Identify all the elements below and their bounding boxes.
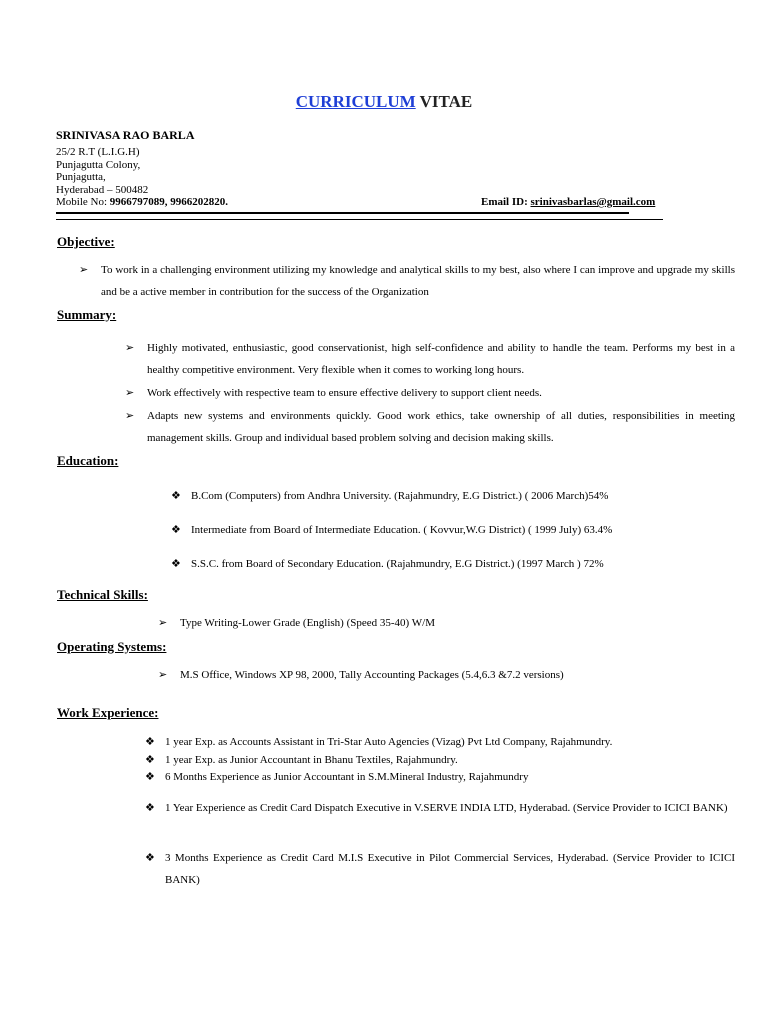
diamond-bullet-icon: ❖ bbox=[171, 558, 181, 570]
work-item bbox=[145, 751, 735, 769]
operating-system-text: M.S Office, Windows XP 98, 2000, Tally Accounting Packages (5.4,6.3 &7.2 versions) bbox=[180, 669, 564, 681]
arrow-bullet-icon: ➢ bbox=[125, 410, 135, 422]
email-line bbox=[481, 196, 655, 208]
operating-system-item bbox=[158, 664, 740, 686]
work-text: 6 Months Experience as Junior Accountant in S.M.Mineral Industry, Rajahmundry bbox=[165, 771, 529, 783]
education-item bbox=[171, 485, 751, 507]
summary-text: Work effectively with respective team to ensure effective delivery to support client needs. bbox=[147, 387, 542, 399]
work-experience-heading: Work Experience: bbox=[57, 705, 159, 720]
summary-text: Adapts new systems and environments quickly. Good work ethics, take ownership of all duties, responsibilities in meeting management skills. Group and individual based problem solving and decision making skills. bbox=[147, 410, 735, 444]
work-item bbox=[145, 847, 735, 891]
education-text: Intermediate from Board of Intermediate Education. ( Kovvur,W.G District) ( 1999 July) 63.4% bbox=[191, 524, 613, 536]
technical-skill-text: Type Writing-Lower Grade (English) (Speed 35-40) W/M bbox=[180, 617, 435, 629]
diamond-bullet-icon: ❖ bbox=[145, 771, 155, 783]
work-text: 1 year Exp. as Accounts Assistant in Tri-Star Auto Agencies (Vizag) Pvt Ltd Company, Rajahmundry. bbox=[165, 736, 613, 748]
title-curriculum: CURRICULUM bbox=[295, 92, 416, 111]
diamond-bullet-icon: ❖ bbox=[145, 754, 155, 766]
objective-text: To work in a challenging environment utilizing my knowledge and analytical skills to my best, also where I can improve and upgrade my skills and be a active member in contribution for the success of the Organization bbox=[101, 264, 735, 298]
education-item bbox=[171, 553, 751, 575]
diamond-bullet-icon: ❖ bbox=[145, 802, 155, 814]
email-value: srinivasbarlas@gmail.com bbox=[530, 196, 656, 208]
address-line: Hyderabad – 500482 bbox=[56, 183, 149, 196]
header-divider-thick bbox=[56, 212, 629, 214]
summary-item bbox=[125, 337, 735, 381]
work-item bbox=[145, 768, 735, 786]
title-vitae: VITAE bbox=[419, 92, 473, 111]
operating-systems-heading: Operating Systems: bbox=[57, 639, 167, 654]
work-text: 3 Months Experience as Credit Card M.I.S Executive in Pilot Commercial Services, Hyderabad. (Service Provider to ICICI BANK) bbox=[165, 852, 735, 886]
diamond-bullet-icon: ❖ bbox=[171, 524, 181, 536]
diamond-bullet-icon: ❖ bbox=[145, 852, 155, 864]
arrow-bullet-icon: ➢ bbox=[125, 342, 135, 354]
technical-skills-heading: Technical Skills: bbox=[57, 587, 148, 602]
address-line: Punjagutta, bbox=[56, 171, 106, 183]
mobile-label: Mobile No: bbox=[56, 196, 108, 208]
address-line: 25/2 R.T (L.I.G.H) bbox=[56, 146, 140, 158]
candidate-name: SRINIVASA RAO BARLA bbox=[56, 128, 195, 142]
arrow-bullet-icon: ➢ bbox=[158, 617, 168, 629]
arrow-bullet-icon: ➢ bbox=[79, 264, 89, 276]
summary-item bbox=[125, 405, 735, 449]
diamond-bullet-icon: ❖ bbox=[171, 490, 181, 502]
objective-heading: Objective: bbox=[57, 234, 115, 249]
summary-heading: Summary: bbox=[57, 307, 117, 322]
work-item bbox=[145, 797, 735, 819]
education-text: S.S.C. from Board of Secondary Education. (Rajahmundry, E.G District.) (1997 March ) 72% bbox=[191, 558, 604, 570]
summary-item bbox=[125, 382, 735, 404]
education-item bbox=[171, 519, 751, 541]
header-divider-thin bbox=[56, 219, 663, 220]
technical-skill-item bbox=[158, 612, 740, 634]
objective-item bbox=[79, 259, 735, 303]
address-line: Punjagutta Colony, bbox=[56, 158, 141, 171]
work-item bbox=[145, 733, 735, 751]
work-text: 1 Year Experience as Credit Card Dispatch Executive in V.SERVE INDIA LTD, Hyderabad. (Service Provider to ICICI BANK) bbox=[165, 802, 728, 814]
education-text: B.Com (Computers) from Andhra University. (Rajahmundry, E.G District.) ( 2006 March)54% bbox=[191, 490, 609, 502]
email-label: Email ID: bbox=[481, 196, 528, 208]
work-text: 1 year Exp. as Junior Accountant in Bhanu Textiles, Rajahmundry. bbox=[165, 754, 458, 766]
diamond-bullet-icon: ❖ bbox=[145, 736, 155, 748]
mobile-line bbox=[56, 196, 228, 209]
document-title bbox=[0, 92, 768, 112]
address-block bbox=[56, 146, 148, 196]
mobile-value: 9966797089, 9966202820. bbox=[109, 196, 229, 208]
education-heading: Education: bbox=[57, 453, 119, 468]
arrow-bullet-icon: ➢ bbox=[158, 669, 168, 681]
summary-text: Highly motivated, enthusiastic, good conservationist, high self-confidence and ability to handle the team. Performs my best in a healthy competitive environment. Very flexible when it comes to working long hours. bbox=[147, 342, 735, 376]
arrow-bullet-icon: ➢ bbox=[125, 387, 135, 399]
